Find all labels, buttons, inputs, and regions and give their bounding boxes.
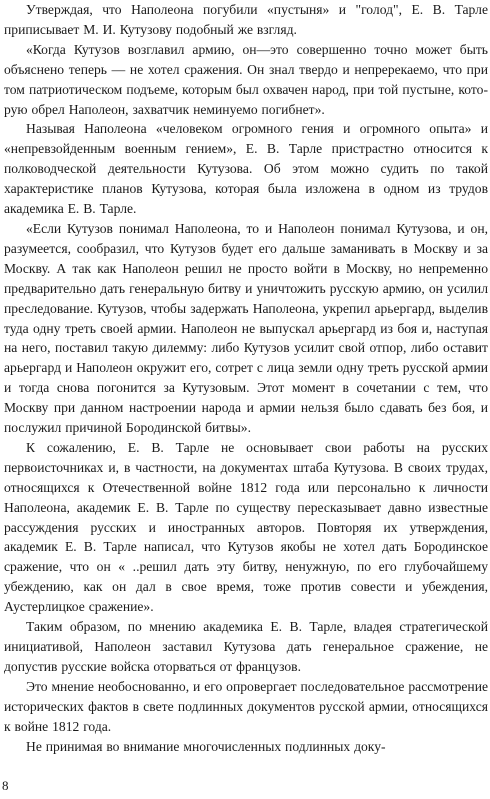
paragraph-6: Таким образом, по мнению академика Е. В. Тарле, владея стратегической инициативой, Наполеон заставил Кутузова дать генеральное сражение, не допустив русские войска оторваться от французов. (4, 619, 488, 674)
paragraph-8: Не принимая во внимание многочисленных подлинных доку- (26, 738, 386, 754)
paragraph-1: Утверждая, что Наполеона погубили «пустыня» и "голод", Е. В. Тарле приписывает М. И. Кутузову подобный же взгляд. (4, 2, 488, 37)
paragraph-5: К сожалению, Е. В. Тарле не основывает свои работы на русских первоисточниках и, в частности, на документах штаба Кутузова. В своих трудах, относящихся к Отечественной войне 1812 года или персонально к личности Наполеона, академик Е. В. Тарле по существу пересказывает давно известные рассуждения русских и иностранных авторов. Повторяя их утверждения, академик Е. В. Тарле написал, что Кутузов якобы не хотел дать Бородинское сражение, что он « ..решил дать эту битву, ненужную, по его глубочайшему убеждению, как он дал в свое время, тоже против совести и убеждения, Аустерлицкое сражение». (4, 439, 488, 615)
paragraph-3: Называя Наполеона «человеком огромного гения и огромного опыта» и «непревзойденным военным гением», Е. В. Тарле пристрастно относится к полководческой деятельности Кутузова. Об этом можно судить по такой характеристике планов Кутузова, которая была изложена в одном из трудов академика Е. В. Тарле. (4, 121, 488, 217)
paragraph-7: Это мнение необоснованно, и его опровергает последовательное рассмотрение исторических фактов в свете подлинных документов русской армии, относящихся к войне 1812 года. (4, 678, 488, 734)
page-number: 8 (2, 778, 9, 793)
paragraph-2: «Когда Кутузов возглавил армию, он—это совершенно точно может быть объяснено теперь — не хотел сражения. Он знал твердо и непререкаемо, что при том патриотическом подъеме, которым был охвачен народ, при той пустыне, которую обрел Наполеон, захватчик неминуемо погибнет». (4, 41, 488, 117)
body-text (4, 0, 488, 756)
paragraph-4: «Если Кутузов понимал Наполеона, то и Наполеон понимал Кутузова, и он, разумеется, сообразил, что Кутузов будет его дальше заманивать в Москву и за Москву. А так как Наполеон решил не просто войти в Москву, но непременно предварительно дать генеральную битву и уничтожить русскую армию, он усилил преследование. Кутузов, чтобы задержать Наполеона, укрепил арьергард, выделив туда одну треть своей армии. Наполеон не выпускал арьергард из боя и, наступая на него, поставил такую дилемму: либо Кутузов усилит свой отпор, либо оставит арьергард и Наполеон окружит его, сотрет с лица земли одну треть русской армии и тогда снова погонится за Кутузовым. Этот момент в сочетании с тем, что Москву при данном настроении народа и армии нельзя было сдавать без боя, и послужил причиной Бородинской битвы». (4, 220, 488, 436)
